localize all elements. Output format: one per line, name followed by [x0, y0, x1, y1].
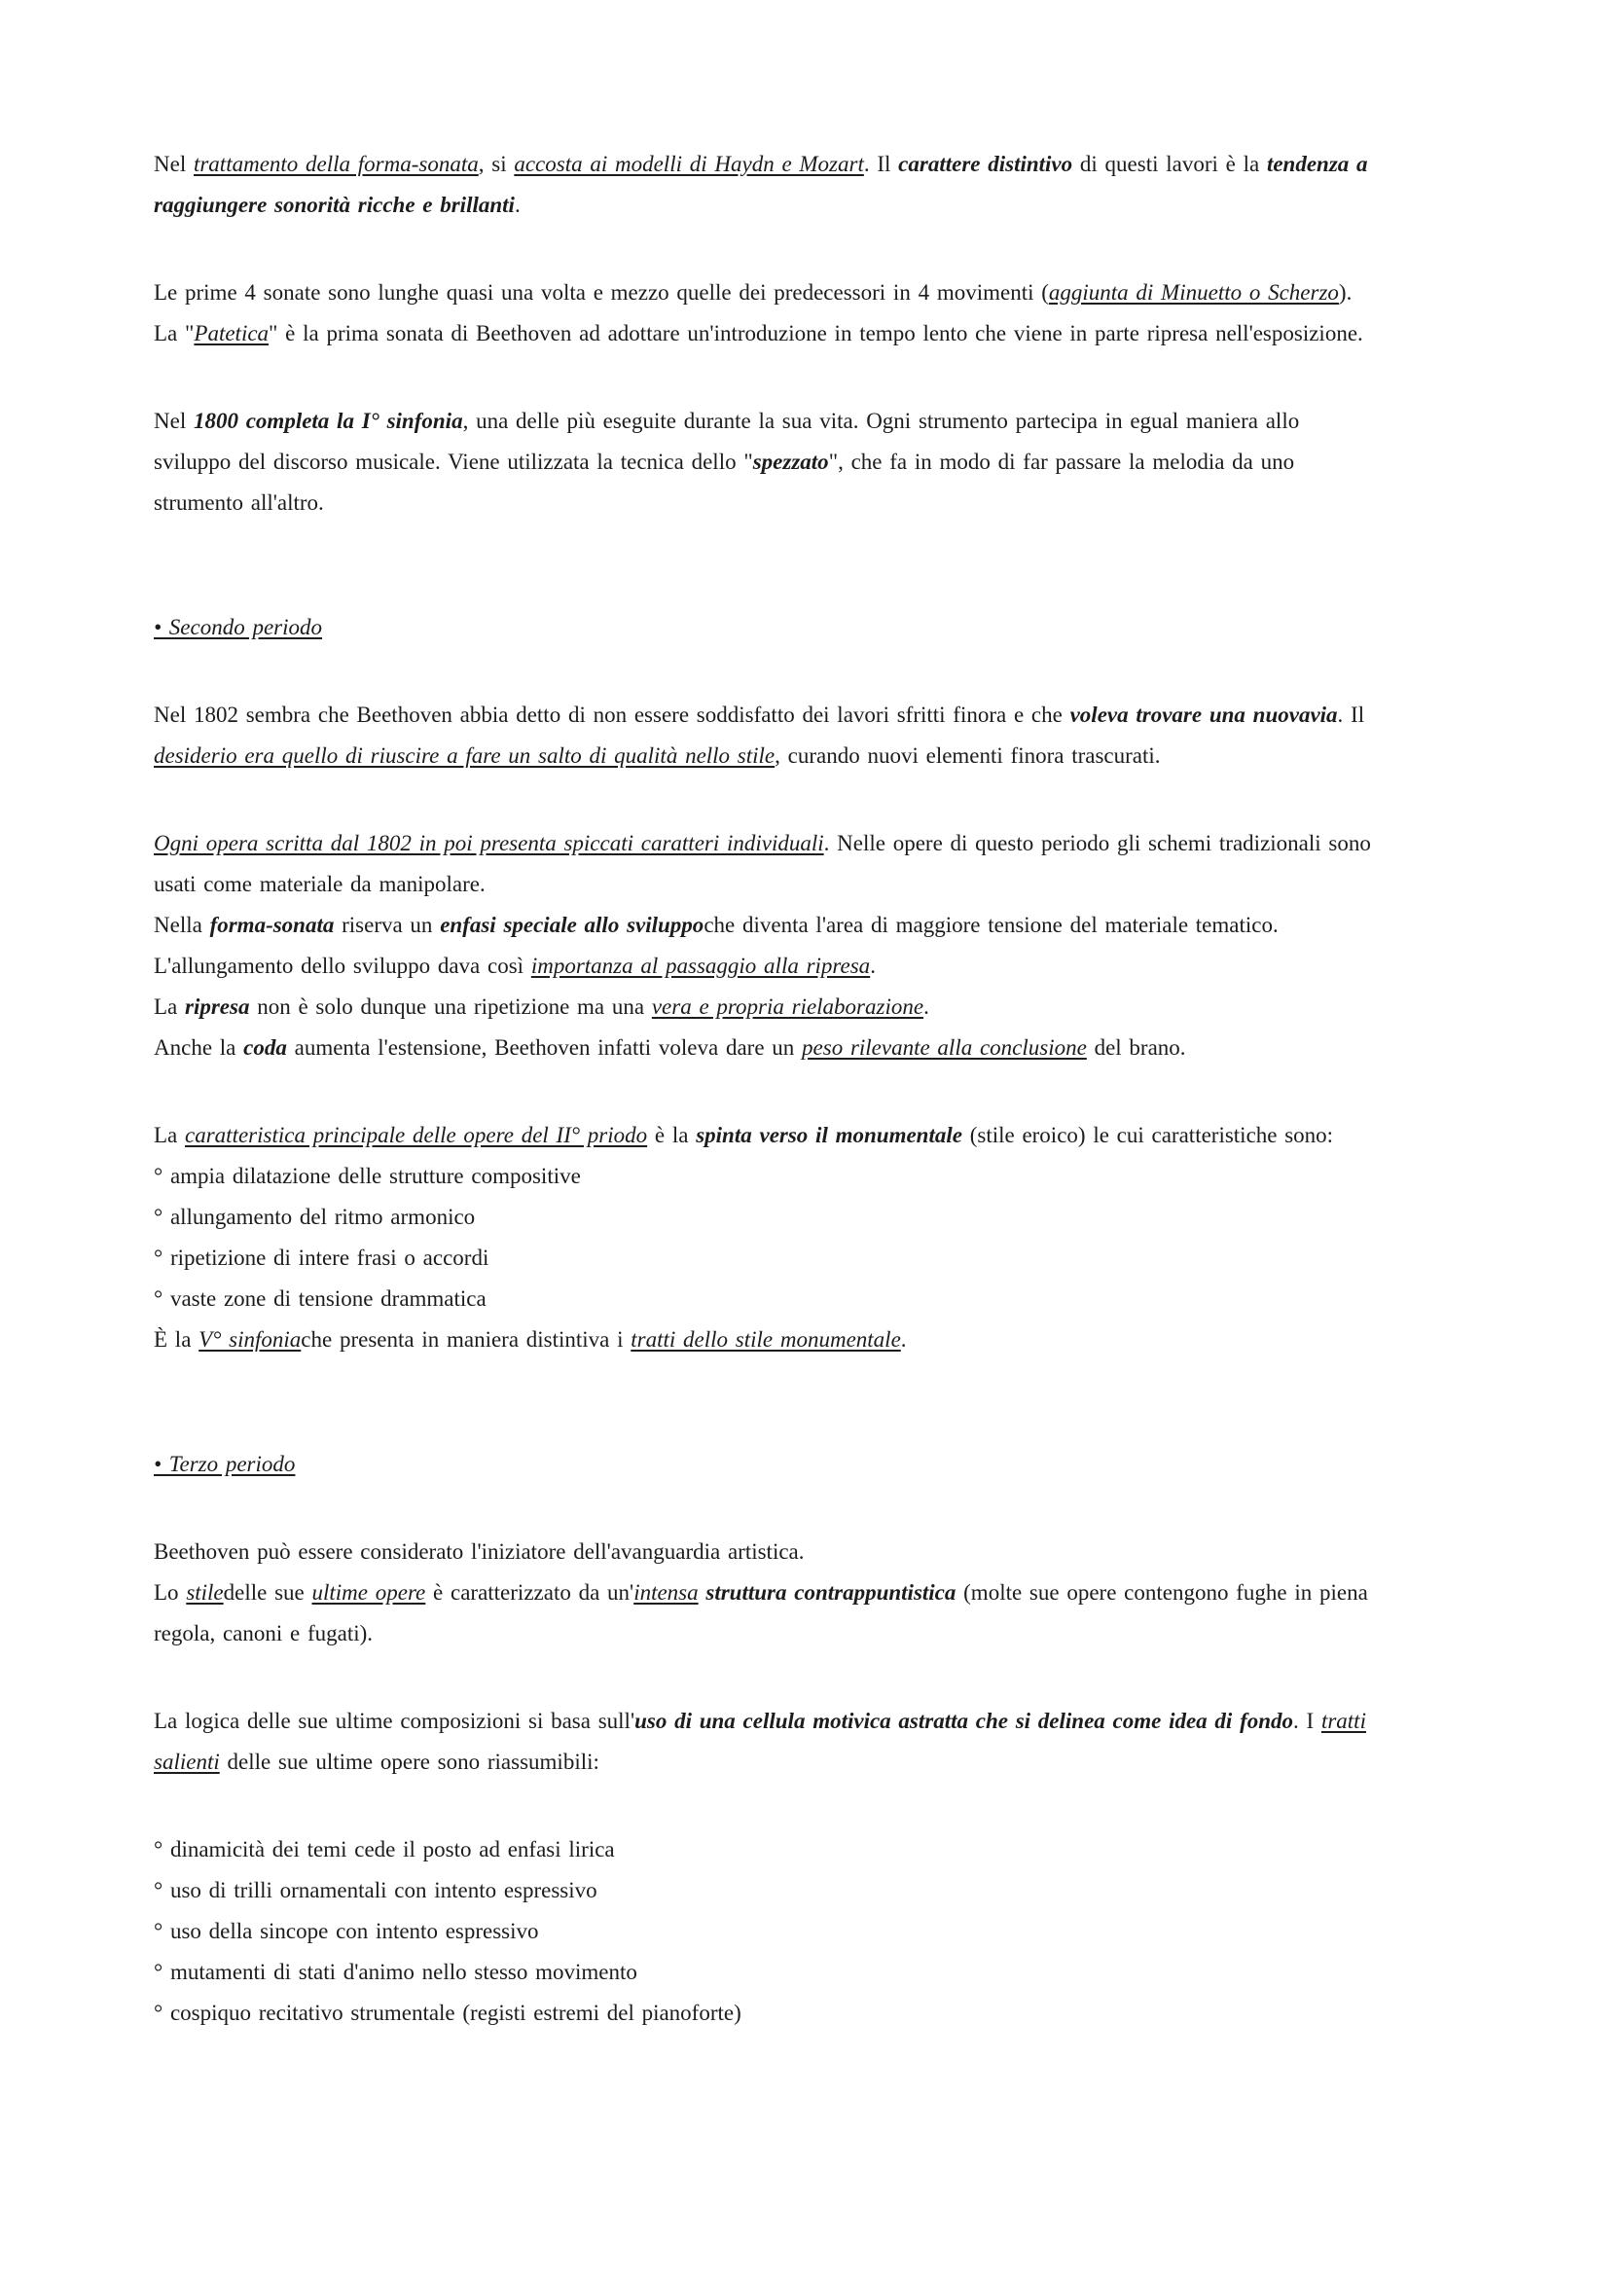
text-run: ° cospiquo recitativo strumentale (registi estremi del pianoforte): [154, 2001, 741, 2025]
text-run: coda: [243, 1035, 287, 1060]
text-run: ° ampia dilatazione delle strutture compositive: [154, 1164, 581, 1188]
text-run: Nel 1802 sembra che Beethoven abbia detto di non essere soddisfatto dei lavori sfritti finora e che: [154, 703, 1070, 727]
text-run: che presenta in maniera distintiva i: [301, 1327, 632, 1352]
text-run: enfasi speciale allo sviluppo: [440, 913, 704, 937]
text-run: accosta ai modelli di Haydn e Mozart: [514, 152, 864, 176]
text-run: .: [900, 1327, 907, 1352]
paragraph: [154, 1701, 1381, 1783]
text-run: .: [870, 954, 876, 978]
text-run: che diventa l'area di maggiore tensione del materiale tematico. L'allungamento dello sviluppo dava così: [154, 913, 1279, 978]
text-run: • Terzo periodo: [154, 1452, 296, 1476]
text-run: aggiunta di Minuetto o Scherzo: [1048, 280, 1339, 305]
text-run: ° uso di trilli ornamentali con intento espressivo: [154, 1878, 597, 1902]
text-run: è caratterizzato da un': [425, 1580, 634, 1605]
text-run: struttura contrappuntistica: [705, 1580, 956, 1605]
text-run: . Il: [1337, 703, 1365, 727]
paragraph: [154, 1532, 1381, 1654]
text-run: spinta verso il monumentale: [696, 1123, 962, 1147]
text-run: ultime opere: [311, 1580, 426, 1605]
text-run: Nel: [154, 409, 194, 433]
paragraph: [154, 695, 1381, 777]
text-run: è la: [647, 1123, 697, 1147]
text-run: tratti dello stile monumentale: [631, 1327, 901, 1352]
text-run: ° dinamicità dei temi cede il posto ad enfasi lirica: [154, 1837, 615, 1861]
text-run: (stile eroico) le cui caratteristiche sono:: [961, 1123, 1334, 1147]
text-run: ° ripetizione di intere frasi o accordi: [154, 1246, 489, 1270]
text-run: . I: [1293, 1709, 1321, 1733]
paragraph: [154, 1829, 1381, 2034]
text-run: voleva trovare una nuovavia: [1069, 703, 1338, 727]
paragraph: [154, 401, 1381, 524]
text-run: di questi lavori è la: [1072, 152, 1267, 176]
text-run: spezzato: [752, 450, 829, 474]
text-run: ° uso della sincope con intento espressivo: [154, 1919, 539, 1943]
text-run: Lo: [154, 1580, 187, 1605]
text-run: intensa: [633, 1580, 699, 1605]
text-run: desiderio era quello di riuscire a fare un salto di qualità nello stile: [154, 743, 776, 768]
text-run: , si: [478, 152, 515, 176]
text-run: , una delle più eseguite durante la sua vita. Ogni strumento partecipa in egual maniera allo sviluppo del discorso musicale. Viene utilizzata la tecnica dello ": [154, 409, 1300, 474]
text-run: aumenta l'estensione, Beethoven infatti voleva dare un: [286, 1035, 803, 1060]
text-run: delle sue: [223, 1580, 312, 1605]
text-run: stile: [186, 1580, 224, 1605]
text-run: ", che fa in modo di far passare la melodia da uno strumento all'altro.: [154, 450, 1295, 515]
text-run: ripresa: [185, 994, 250, 1019]
text-run: Anche la: [154, 1035, 244, 1060]
text-run: Le prime 4 sonate sono lunghe quasi una volta e mezzo quelle dei predecessori in 4 movimenti (: [154, 280, 1049, 305]
text-run: . Nelle opere di questo periodo gli schemi tradizionali sono usati come materiale da manipolare.: [154, 831, 1371, 896]
text-run: del brano.: [1086, 1035, 1186, 1060]
paragraph: [154, 1115, 1381, 1360]
text-run: Beethoven può essere considerato l'iniziatore dell'avanguardia artistica.: [154, 1539, 805, 1564]
section-heading: [154, 607, 1381, 648]
paragraph: [154, 823, 1381, 1068]
text-run: Patetica: [194, 321, 270, 345]
text-run: È la: [154, 1327, 199, 1352]
text-run: .: [923, 994, 929, 1019]
text-run: riserva un: [334, 913, 441, 937]
text-run: delle sue ultime opere sono riassumibili:: [219, 1750, 599, 1774]
text-run: .: [514, 193, 521, 217]
section-heading: [154, 1444, 1381, 1485]
text-run: trattamento della forma-sonata: [193, 152, 479, 176]
text-run: (molte sue opere contengono fughe in piena regola, canoni e fugati).: [154, 1580, 1368, 1645]
text-run: carattere distintivo: [898, 152, 1073, 176]
text-run: V° sinfonia: [198, 1327, 302, 1352]
text-run: uso di una cellula motivica astratta che si delinea come idea di fondo: [634, 1709, 1294, 1733]
text-run: La logica delle sue ultime composizioni si basa sull': [154, 1709, 635, 1733]
text-run: ° mutamenti di stati d'animo nello stesso movimento: [154, 1960, 637, 1984]
text-run: peso rilevante alla conclusione: [802, 1035, 1087, 1060]
text-run: . Il: [863, 152, 899, 176]
text-run: forma-sonata: [209, 913, 335, 937]
text-run: La: [154, 1123, 186, 1147]
text-run: , curando nuovi elementi finora trascurati.: [775, 743, 1161, 768]
text-run: " è la prima sonata di Beethoven ad adottare un'introduzione in tempo lento che viene in parte ripresa nell'esposizione.: [269, 321, 1363, 345]
text-run: 1800 completa la I° sinfonia: [193, 409, 463, 433]
text-run: La: [154, 994, 186, 1019]
text-run: caratteristica principale delle opere del II° priodo: [185, 1123, 648, 1147]
text-run: • Secondo periodo: [154, 615, 323, 639]
text-run: Nel: [154, 152, 194, 176]
text-run: Nella: [154, 913, 210, 937]
text-run: Ogni opera scritta dal 1802 in poi presenta spiccati caratteri individuali: [154, 831, 824, 855]
text-run: importanza al passaggio alla ripresa: [530, 954, 871, 978]
paragraph: [154, 144, 1381, 226]
text-run: non è solo dunque una ripetizione ma una: [249, 994, 652, 1019]
text-run: tendenza a raggiungere sonorità ricche e brillanti: [154, 152, 1368, 217]
text-run: vera e propria rielaborazione: [651, 994, 924, 1019]
text-run: ° allungamento del ritmo armonico: [154, 1205, 476, 1229]
paragraph: [154, 272, 1381, 354]
text-run: ° vaste zone di tensione drammatica: [154, 1286, 487, 1311]
text-run: tratti salienti: [154, 1709, 1366, 1774]
text-run: ). La ": [154, 280, 1353, 345]
